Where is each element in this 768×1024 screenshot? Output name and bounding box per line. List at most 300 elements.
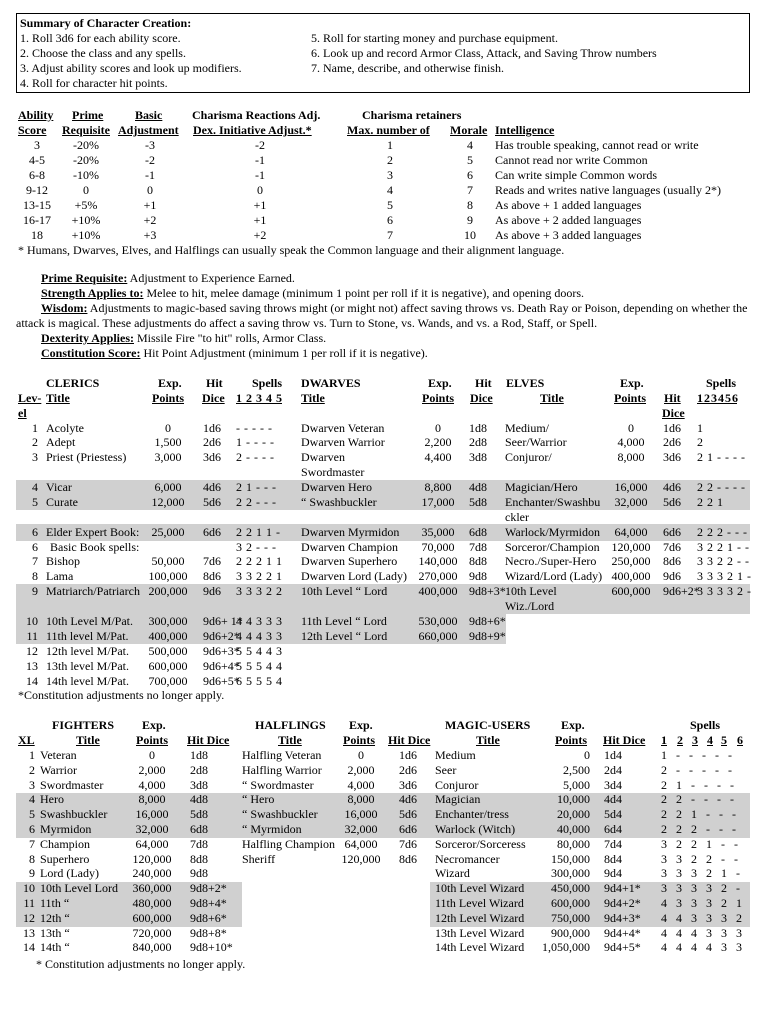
level-cell: 7 (32, 554, 38, 568)
title-cell: “ Swashbuckler (301, 495, 377, 509)
summary-step: 5. Roll for starting money and purchase equipment. (311, 31, 558, 45)
hitdice-cell: 8d8 (190, 851, 208, 866)
title-cell: 12th level M/Pat. (46, 644, 129, 658)
title-cell: Enchanter/tress (435, 807, 509, 822)
col-header-exp: Points (152, 391, 185, 405)
level-cell: 5 (29, 807, 35, 822)
hitdice-cell: 4d4 (604, 792, 622, 807)
exp-cell: 8,000 (347, 792, 375, 807)
exp-cell: 150,000 (551, 851, 590, 866)
hitdice-cell: 1d6 (663, 421, 681, 435)
exp-cell: 0 (628, 421, 634, 435)
hitdice-cell: 2d6 (663, 435, 681, 449)
hitdice-cell: 3d6 (203, 450, 221, 464)
title-cell: Seer (435, 762, 457, 777)
col-header-morale: Morale (450, 123, 488, 137)
exp-cell: 64,000 (614, 525, 648, 539)
col-header-spells: Spells (252, 376, 283, 390)
exp-cell: 16,000 (344, 807, 378, 822)
ability-footnote: * Humans, Dwarves, Elves, and Halflings can usually speak the Common language and their alignment language. (18, 243, 565, 257)
prime-cell: +10% (71, 228, 101, 242)
summary-step: 3. Adjust ability scores and look up modifiers. (20, 61, 242, 75)
title-cell: 13th “ (40, 925, 70, 940)
hitdice-cell: 9d4+5* (604, 940, 641, 955)
exp-cell: 4,000 (138, 777, 166, 792)
hitdice-cell: 9d4 (604, 866, 622, 881)
title-cell: Wizard (435, 866, 470, 881)
hitdice-cell: 3d4 (604, 777, 622, 792)
exp-cell: 700,000 (148, 674, 188, 688)
basic-cell: +1 (143, 198, 157, 212)
spells-cell: 2 1 - - - (236, 480, 276, 494)
col-header-hit: Hit Dice (187, 733, 230, 747)
title-cell: Dwarven Veteran (301, 421, 385, 435)
title-cell: Acolyte (46, 421, 84, 435)
level-cell: 3 (29, 777, 35, 792)
title-cell: 14th level M/Pat. (46, 674, 129, 688)
col-header-charisma: Charisma Reactions Adj. (192, 108, 321, 122)
level-cell: 11 (26, 629, 38, 643)
exp-cell: 2,200 (424, 435, 452, 449)
exp-cell: 8,800 (424, 480, 452, 494)
hitdice-cell: 7d8 (469, 540, 487, 554)
spells-cell: 3 2 2 1 - - (661, 836, 738, 851)
spells-cell: 4 4 4 4 3 3 (661, 940, 742, 955)
dex-init-cell: -1 (255, 153, 265, 167)
title-cell: “ Swordmaster (242, 777, 314, 792)
title-cell: 11th Level Wizard (435, 896, 524, 910)
retainers-cell: 6 (387, 213, 393, 227)
exp-cell: 0 (358, 748, 364, 762)
title-cell: Halfling Warrior (242, 762, 322, 777)
retainers-cell: 5 (387, 198, 393, 212)
intelligence-cell: Reads and writes native languages (usually 2*) (495, 183, 721, 197)
level-cell: 6 (32, 525, 38, 539)
hitdice-cell: 8d8 (469, 554, 487, 568)
title-cell: Warlock/Myrmidon (505, 525, 601, 539)
title-cell: Dwarven Warrior (301, 435, 385, 449)
clerics-footnote: *Constitution adjustments no longer apply. (18, 688, 225, 702)
level-cell: 3 (32, 450, 38, 464)
spells-cell: 3 3 2 2 1 (236, 569, 282, 583)
col-header-spell-level: 2 (677, 733, 683, 747)
score-cell: 9-12 (26, 183, 48, 197)
prime-cell: -10% (73, 168, 99, 182)
title-cell: Hero (40, 792, 64, 807)
title-cell: Adept (46, 435, 76, 449)
exp-cell: 2,500 (563, 762, 590, 777)
exp-cell: 360,000 (132, 881, 172, 896)
title-cell: ckler (505, 510, 529, 524)
title-cell: 12th Level “ Lord (301, 629, 388, 643)
title-cell: 14th “ (40, 940, 70, 955)
exp-cell: 1,500 (154, 435, 182, 449)
title-cell: Sheriff (242, 851, 276, 866)
exp-cell: 140,000 (418, 554, 458, 568)
spells-cell: 2 2 - - - - (697, 480, 745, 494)
level-cell: 9 (32, 584, 38, 598)
exp-cell: 600,000 (551, 896, 590, 910)
exp-cell: 32,000 (135, 822, 169, 836)
intelligence-cell: As above + 2 added languages (495, 213, 642, 227)
title-cell: 12th “ (40, 910, 70, 925)
col-header-retainers: Charisma retainers (362, 108, 462, 122)
spells-cell: 2 2 - - - - (661, 792, 734, 807)
intelligence-cell: Can write simple Common words (495, 168, 657, 182)
title-cell: Dwarven (301, 450, 345, 464)
basic-cell: -2 (145, 153, 155, 167)
retainers-cell: 2 (387, 153, 393, 167)
score-cell: 18 (31, 228, 43, 242)
hitdice-cell: 9d8+6* (190, 910, 227, 925)
spells-cell: 3 3 2 2 - - (661, 851, 738, 866)
hitdice-cell: 2d8 (469, 435, 487, 449)
hitdice-cell: 5d6 (663, 495, 681, 509)
title-cell: Dwarven Superhero (301, 554, 398, 568)
hitdice-cell: 9d8+2* (190, 881, 227, 896)
exp-cell: 750,000 (551, 910, 590, 925)
spells-cell: 2 2 2 - - - (697, 525, 747, 539)
level-cell: 2 (29, 762, 35, 777)
col-header-hit: Hit Dice (388, 733, 431, 747)
hitdice-cell: 1d8 (469, 421, 487, 435)
hitdice-cell: 9d6+2* (203, 629, 240, 643)
hitdice-cell: 7d6 (203, 554, 221, 568)
level-cell: 6 (32, 540, 38, 554)
exp-cell: 720,000 (132, 925, 172, 940)
hitdice-cell: 1d6 (203, 421, 221, 435)
intelligence-cell: Cannot read nor write Common (495, 153, 648, 167)
intelligence-cell: As above + 3 added languages (495, 228, 642, 242)
hitdice-cell: 9d8+10* (190, 940, 233, 955)
col-header-hit: Dice (202, 391, 225, 405)
hitdice-cell: 7d8 (190, 836, 208, 851)
hitdice-cell: 9d6 (663, 569, 681, 583)
hitdice-cell: 3d6 (399, 777, 417, 792)
intelligence-cell: As above + 1 added languages (495, 198, 642, 212)
spells-cell: 2 - - - - - (661, 762, 732, 777)
level-cell: 6 (29, 822, 35, 836)
hitdice-cell: 7d6 (663, 540, 681, 554)
title-cell: Veteran (40, 748, 77, 762)
spells-cell: 5 5 4 4 3 (236, 644, 282, 658)
retainers-cell: 3 (387, 168, 393, 182)
hitdice-cell: 9d4+3* (604, 910, 641, 925)
col-header-exp: Points (614, 391, 647, 405)
hitdice-cell: 8d6 (399, 851, 417, 866)
col-header-spell-levels: 1 2 3 4 5 (236, 391, 282, 405)
col-header-hit: Dice (470, 391, 493, 405)
title-cell: “ Hero (242, 792, 275, 807)
hitdice-cell: 2d6 (203, 435, 221, 449)
col-header-spells: Spells (690, 718, 721, 732)
hitdice-cell: 8d4 (604, 851, 622, 866)
title-cell: 14th Level Wizard (435, 940, 525, 955)
level-cell: 12 (23, 910, 35, 925)
hitdice-cell: 9d8+3* (469, 584, 506, 598)
hitdice-cell: 4d6 (399, 792, 417, 807)
title-cell: Myrmidon (40, 822, 92, 836)
title-cell: Swordmaster (301, 465, 365, 479)
title-cell: Conjuror/ (505, 450, 552, 464)
title-cell: Warlock (Witch) (435, 822, 516, 836)
morale-cell: 9 (467, 213, 473, 227)
title-cell: 12th Level Wizard (435, 910, 525, 925)
col-header-title: Title (301, 391, 325, 405)
score-cell: 3 (34, 138, 40, 152)
spells-cell: 3 2 2 1 - - (697, 540, 749, 554)
exp-cell: 100,000 (148, 569, 188, 583)
spells-cell: 2 (697, 435, 703, 449)
title-cell: Dwarven Hero (301, 480, 372, 494)
title-cell: 11th “ (40, 896, 70, 910)
col-header-hit: Hit (206, 376, 223, 390)
exp-cell: 270,000 (418, 569, 458, 583)
hitdice-cell: 2d4 (604, 762, 622, 777)
hitdice-cell: 9d6+ 1* (203, 614, 243, 628)
col-header-spells: Spells (706, 376, 737, 390)
exp-cell: 2,000 (138, 762, 166, 777)
exp-cell: 480,000 (132, 896, 172, 910)
spells-cell: 3 3 3 2 1 - (661, 866, 740, 881)
level-cell: 13 (23, 925, 35, 940)
exp-cell: 17,000 (421, 495, 455, 509)
title-cell: Magician/Hero (505, 480, 578, 494)
summary-step: 6. Look up and record Armor Class, Attack, and Saving Throw numbers (311, 46, 657, 60)
spells-cell: 3 3 3 2 2 (236, 584, 282, 598)
col-header-spell-level: 5 (721, 733, 727, 747)
col-header-prime: Prime (72, 108, 104, 122)
dwarves-header: DWARVES (301, 376, 361, 390)
hitdice-cell: 9d6+4* (203, 659, 240, 673)
col-header-exp: Exp. (428, 376, 452, 390)
level-cell: 9 (29, 866, 35, 881)
retainers-cell: 7 (387, 228, 393, 242)
dex-init-cell: +1 (253, 213, 267, 227)
hitdice-cell: 9d8+4* (190, 896, 227, 910)
col-header-prime: Requisite (62, 123, 110, 137)
level-cell: 2 (32, 435, 38, 449)
score-cell: 6-8 (29, 168, 45, 182)
spells-cell: 1 (697, 421, 703, 435)
exp-cell: 530,000 (418, 614, 458, 628)
title-cell: Sorceror/Champion (505, 540, 600, 554)
halflings-header: HALFLINGS (255, 718, 326, 732)
exp-cell: 4,400 (424, 450, 452, 464)
col-header-exp: Points (422, 391, 455, 405)
morale-cell: 7 (467, 183, 473, 197)
level-cell: 7 (29, 836, 35, 851)
col-header-score: Score (18, 123, 47, 137)
spells-cell: 2 - - - - (236, 450, 274, 464)
exp-cell: 0 (584, 748, 590, 762)
title-cell: 13th Level Wizard (435, 925, 525, 940)
hitdice-cell: 8d6 (663, 554, 681, 568)
hitdice-cell: 4d6 (203, 480, 221, 494)
title-cell: 10th Level “ Lord (301, 584, 388, 598)
hitdice-cell: 4d6 (663, 480, 681, 494)
hitdice-cell: 2d8 (190, 762, 208, 777)
title-cell: Wizard/Lord (Lady) (505, 569, 603, 583)
exp-cell: 1,050,000 (542, 940, 590, 955)
title-cell: Necro./Super-Hero (505, 554, 597, 568)
col-header-hit: Hit Dice (603, 733, 646, 747)
spells-cell: 3 3 3 2 1 - (697, 569, 751, 583)
level-cell: 11 (23, 896, 35, 910)
title-cell: Priest (Priestess) (46, 450, 127, 464)
hitdice-cell: 5d6 (203, 495, 221, 509)
prime-cell: -20% (73, 138, 99, 152)
hitdice-cell: 6d4 (604, 822, 622, 836)
exp-cell: 240,000 (132, 866, 172, 881)
col-header-score: Ability (18, 108, 54, 122)
col-header-basic: Adjustment (118, 123, 179, 137)
hitdice-cell: 3d6 (663, 450, 681, 464)
level-cell: 4 (29, 792, 35, 807)
exp-cell: 16,000 (614, 480, 648, 494)
title-cell: Matriarch/Patriarch (46, 584, 140, 598)
title-cell: 10th Level M/Pat. (46, 614, 133, 628)
fighters-header: FIGHTERS (52, 718, 115, 732)
title-cell: Champion (40, 836, 90, 851)
hitdice-cell: 7d6 (399, 836, 417, 851)
spells-cell: 4 4 4 3 3 (236, 629, 282, 643)
spells-cell: 4 4 3 3 3 2 (661, 910, 742, 925)
spells-cell: 2 2 2 - - - (661, 822, 736, 836)
dex-init-cell: +1 (253, 198, 267, 212)
exp-cell: 600,000 (132, 910, 172, 925)
hitdice-cell: 9d6+3* (203, 644, 240, 658)
hitdice-cell: 9d4+2* (604, 896, 641, 910)
title-cell: Dwarven Lord (Lady) (301, 569, 407, 583)
score-cell: 16-17 (23, 213, 51, 227)
col-header-exp: Exp. (142, 718, 166, 732)
hitdice-cell: 6d6 (663, 525, 681, 539)
exp-cell: 16,000 (135, 807, 169, 822)
col-header-level: Lev- (18, 391, 42, 405)
title-cell: Sorceror/Sorceress (435, 836, 526, 851)
spells-cell: 2 2 1 - - - (661, 807, 736, 822)
level-cell: 8 (29, 851, 35, 866)
exp-cell: 600,000 (148, 659, 188, 673)
exp-cell: 32,000 (344, 822, 378, 836)
exp-cell: 200,000 (148, 584, 188, 598)
hitdice-cell: 9d6+2* (663, 584, 700, 598)
basic-cell: +2 (143, 213, 157, 227)
score-cell: 13-15 (23, 198, 51, 212)
level-cell: 12 (26, 644, 38, 658)
exp-cell: 120,000 (341, 851, 381, 866)
summary-step: 4. Roll for character hit points. (20, 76, 168, 90)
note-wisdom: Wisdom: Adjustments to magic-based saving throws might (or might not) affect saving throws vs. Death Ray or Poison, depending on whether the attack is magical. These adjustments do affect a saving throw vs. Turn to Stone, vs. Wands, and vs. a Rod, Staff, or Spell. (16, 301, 748, 330)
spells-cell: 1 - - - - (236, 435, 274, 449)
prime-cell: +10% (71, 213, 101, 227)
col-header-level: el (18, 406, 27, 420)
hitdice-cell: 5d8 (469, 495, 487, 509)
title-cell: 10th Level Lord (40, 881, 118, 896)
hitdice-cell: 9d8+9* (469, 629, 506, 643)
title-cell: Lord (Lady) (40, 866, 99, 881)
summary-step: 7. Name, describe, and otherwise finish. (311, 61, 504, 75)
fighters-footnote: * Constitution adjustments no longer apply. (36, 957, 246, 971)
title-cell: Vicar (46, 480, 72, 494)
summary-box (16, 13, 750, 93)
hitdice-cell: 7d4 (604, 836, 622, 851)
exp-cell: 660,000 (418, 629, 458, 643)
spells-cell: 2 1 - - - - (697, 450, 745, 464)
title-cell: Elder Expert Book: (46, 525, 140, 539)
col-header-exp: Exp. (620, 376, 644, 390)
exp-cell: 400,000 (611, 569, 651, 583)
level-cell: 1 (32, 421, 38, 435)
exp-cell: 80,000 (557, 836, 590, 851)
title-cell: Superhero (40, 851, 90, 866)
exp-cell: 10,000 (557, 792, 590, 807)
title-cell: Medium/ (505, 421, 549, 435)
exp-cell: 400,000 (418, 584, 458, 598)
hitdice-cell: 6d8 (469, 525, 487, 539)
spells-cell: 2 1 - - - - (661, 777, 734, 792)
col-header-title: Title (76, 733, 100, 747)
exp-cell: 5,000 (563, 777, 590, 792)
title-cell: Seer/Warrior (505, 435, 567, 449)
col-header-title: Title (278, 733, 302, 747)
summary-title: Summary of Character Creation: (20, 16, 192, 30)
level-cell: 10 (23, 881, 35, 896)
exp-cell: 0 (435, 421, 441, 435)
morale-cell: 8 (467, 198, 473, 212)
hitdice-cell: 9d6+5* (203, 674, 240, 688)
note-constitution: Constitution Score: Hit Point Adjustment (minimum 1 per roll if it is negative). (41, 346, 428, 360)
hitdice-cell: 5d8 (190, 807, 208, 822)
title-cell: Medium (435, 748, 476, 762)
dex-init-cell: -1 (255, 168, 265, 182)
exp-cell: 70,000 (421, 540, 455, 554)
spells-cell: 6 5 5 5 4 (236, 674, 282, 688)
level-cell: 5 (32, 495, 38, 509)
title-cell: Dwarven Champion (301, 540, 398, 554)
spells-cell: 5 5 5 4 4 (236, 659, 282, 673)
col-header-spell-level: 1 (661, 733, 667, 747)
exp-cell: 0 (149, 748, 155, 762)
col-header-title: Title (46, 391, 70, 405)
retainers-cell: 1 (387, 138, 393, 152)
prime-cell: 0 (83, 183, 89, 197)
title-cell: Enchanter/Swashbu (505, 495, 601, 509)
spells-cell: 3 3 3 3 2 - (697, 584, 751, 598)
level-cell: 14 (23, 940, 35, 955)
spells-cell: 3 2 - - - (236, 540, 276, 554)
basic-cell: -1 (145, 168, 155, 182)
exp-cell: 12,000 (151, 495, 185, 509)
title-cell: Swashbuckler (40, 807, 108, 822)
morale-cell: 4 (467, 138, 473, 152)
title-cell: Conjuror (435, 777, 479, 792)
exp-cell: 4,000 (617, 435, 645, 449)
level-cell: 13 (26, 659, 38, 673)
spells-cell: 3 3 3 3 2 - (661, 881, 740, 896)
spells-cell: 4 3 3 3 2 1 (661, 896, 742, 910)
hitdice-cell: 6d6 (399, 822, 417, 836)
title-cell: 10th Level Wizard (435, 881, 525, 896)
exp-cell: 120,000 (611, 540, 651, 554)
morale-cell: 6 (467, 168, 473, 182)
title-cell: Halfling Veteran (242, 748, 322, 762)
dex-init-cell: 0 (257, 183, 263, 197)
hitdice-cell: 9d8 (469, 569, 487, 583)
exp-cell: 300,000 (551, 866, 590, 881)
col-header-title: Title (476, 733, 500, 747)
